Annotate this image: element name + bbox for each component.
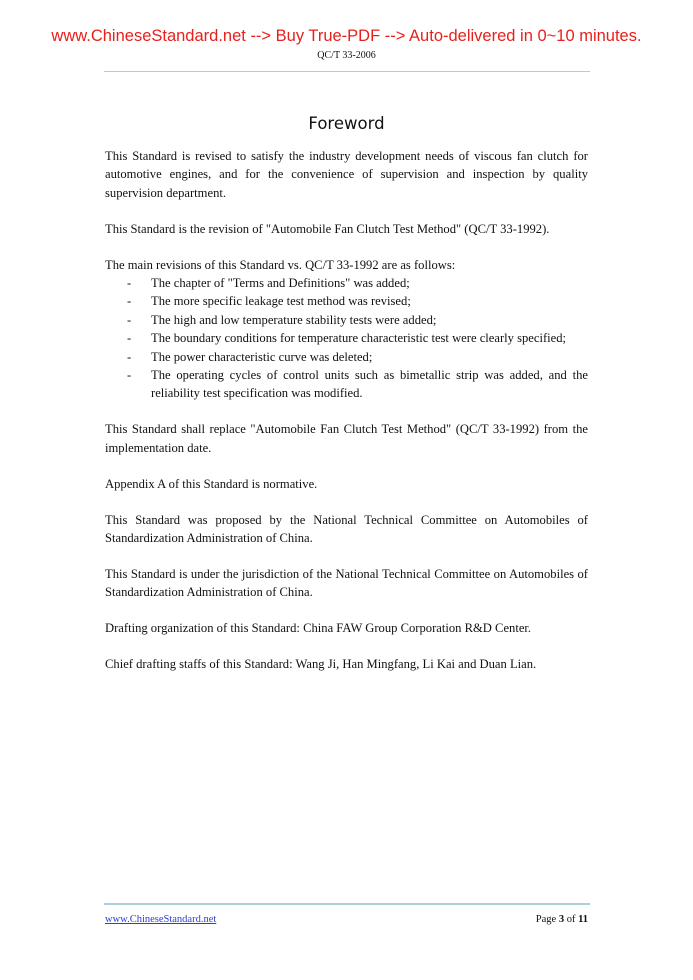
paragraph: This Standard is the revision of "Automobile Fan Clutch Test Method" (QC/T 33-1992). (105, 221, 550, 236)
page-title: Foreword (308, 114, 385, 133)
paragraph: Drafting organization of this Standard: China FAW Group Corporation R&D Center. (105, 621, 532, 636)
paragraph: Appendix A of this Standard is normative. (105, 476, 318, 491)
paragraph: Chief drafting staffs of this Standard: Wang Ji, Han Mingfang, Li Kai and Duan Lian. (105, 657, 537, 672)
list-item: - The more specific leakage test method was revised; (127, 294, 411, 309)
page-number: Page 3 of 11 (535, 914, 588, 925)
footer-website-link[interactable]: www.ChineseStandard.net (105, 914, 217, 925)
paragraph: This Standard is revised to satisfy the industry development needs of viscous fan clutch for automotive engines, and for the convenience of supervision and inspection by quality supervision department. (105, 149, 588, 200)
list-item: - The power characteristic curve was deleted; (127, 349, 373, 364)
promo-banner[interactable]: www.ChineseStandard.net --> Buy True-PDF --> Auto-delivered in 0~10 minutes. (51, 27, 642, 45)
paragraph: The main revisions of this Standard vs. QC/T 33-1992 are as follows: (105, 257, 456, 272)
paragraph: This Standard is under the jurisdiction of the National Technical Committee on Automobiles of Standardization Administration of China. (105, 566, 588, 600)
list-item: - The operating cycles of control units such as bimetallic strip was added, and the reliability test specification was modified. (127, 368, 588, 401)
revisions-list (105, 274, 588, 403)
list-item: - The boundary conditions for temperature characteristic test were clearly specified; (127, 331, 567, 346)
list-item: - The high and low temperature stability tests were added; (127, 312, 437, 327)
header-divider (104, 71, 590, 72)
list-item: - The chapter of "Terms and Definitions" was added; (127, 276, 410, 291)
document-body (105, 147, 588, 691)
footer-divider (104, 903, 590, 905)
paragraph: This Standard was proposed by the National Technical Committee on Automobiles of Standardization Administration of China. (105, 512, 588, 545)
paragraph: This Standard shall replace "Automobile Fan Clutch Test Method" (QC/T 33-1992) from the implementation date. (105, 422, 588, 455)
document-code: QC/T 33-2006 (317, 50, 376, 61)
